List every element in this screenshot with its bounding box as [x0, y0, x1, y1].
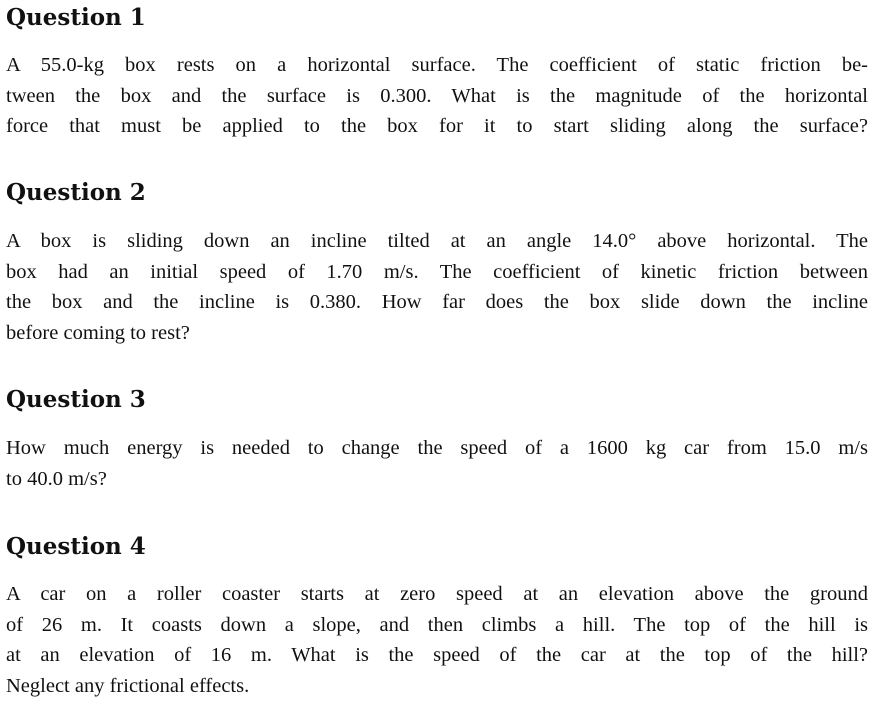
- question-2-line-1: A box is sliding down an incline tilted at an angle 14.0° above horizontal. The: [6, 230, 868, 252]
- question-2-line-3: the box and the incline is 0.380. How far does the box slide down the incline: [6, 291, 868, 313]
- question-3-text: [6, 433, 868, 494]
- question-4-line-1: A car on a roller coaster starts at zero speed at an elevation above the ground: [6, 583, 868, 605]
- question-3-line-1: How much energy is needed to change the speed of a 1600 kg car from 15.0 m/s: [6, 437, 868, 459]
- question-2-title: Question 2: [6, 179, 146, 206]
- question-2-line-2: box had an initial speed of 1.70 m/s. The coefficient of kinetic friction between: [6, 260, 868, 283]
- question-2-text: [6, 226, 868, 348]
- question-1-line-3: force that must be applied to the box for it to start sliding along the surface?: [6, 115, 868, 137]
- question-1-title: Question 1: [6, 4, 146, 31]
- question-4-line-3: at an elevation of 16 m. What is the speed of the car at the top of the hill?: [6, 644, 868, 666]
- question-4-line-2: of 26 m. It coasts down a slope, and then climbs a hill. The top of the hill is: [6, 613, 868, 636]
- question-1-line-2: tween the box and the surface is 0.300. What is the magnitude of the horizontal: [6, 84, 868, 107]
- question-3-line-2: to 40.0 m/s?: [6, 467, 107, 490]
- question-1-text: [6, 50, 868, 142]
- question-1-line-1: A 55.0-kg box rests on a horizontal surface. The coefficient of static friction be-: [6, 54, 868, 76]
- question-2-line-4: before coming to rest?: [6, 321, 190, 344]
- question-4-line-4: Neglect any frictional effects.: [6, 674, 250, 697]
- question-4-title: Question 4: [6, 533, 146, 560]
- question-4-text: [6, 579, 868, 701]
- question-3-title: Question 3: [6, 386, 146, 413]
